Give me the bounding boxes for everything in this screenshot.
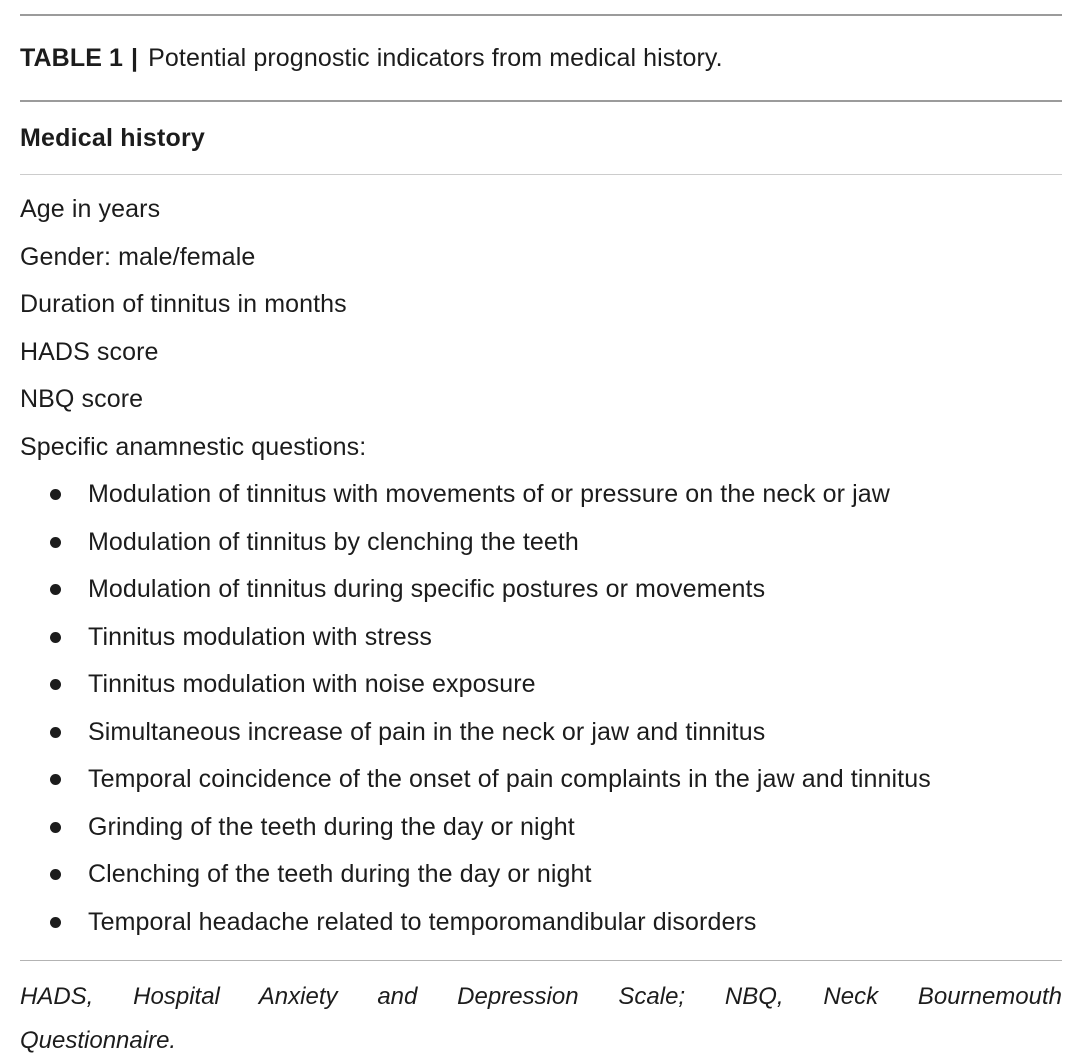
bulleted-list-item — [20, 661, 1062, 709]
bullet-icon — [50, 727, 61, 738]
bulleted-list-item — [20, 851, 1062, 899]
bulleted-list-item — [20, 471, 1062, 519]
row-text: Modulation of tinnitus by clenching the teeth — [88, 527, 579, 556]
row-text: Grinding of the teeth during the day or night — [88, 812, 575, 841]
row-text: Modulation of tinnitus with movements of or pressure on the neck or jaw — [88, 480, 890, 509]
bullet-icon — [50, 869, 61, 880]
row-text: Clenching of the teeth during the day or night — [88, 860, 592, 889]
bullet-icon — [50, 537, 61, 548]
table-caption-row — [20, 16, 1062, 100]
bulleted-list-item — [20, 614, 1062, 662]
table-row — [20, 424, 1062, 472]
row-text: Duration of tinnitus in months — [20, 290, 347, 319]
bullet-icon — [50, 822, 61, 833]
table-row — [20, 329, 1062, 377]
bulleted-list-item — [20, 566, 1062, 614]
bullet-icon — [50, 632, 61, 643]
bulleted-list-item — [20, 709, 1062, 757]
bullet-icon — [50, 679, 61, 690]
table-row — [20, 234, 1062, 282]
column-header: Medical history — [20, 123, 205, 152]
table-row — [20, 281, 1062, 329]
row-text: Simultaneous increase of pain in the neck or jaw and tinnitus — [88, 717, 766, 746]
bullet-icon — [50, 774, 61, 785]
table-caption-text: Potential prognostic indicators from medical history. — [148, 43, 723, 72]
bulleted-list-item — [20, 756, 1062, 804]
row-text: Tinnitus modulation with noise exposure — [88, 670, 536, 699]
row-text: Modulation of tinnitus during specific postures or movements — [88, 575, 766, 604]
row-text: Temporal coincidence of the onset of pain complaints in the jaw and tinnitus — [88, 765, 931, 794]
row-text: Specific anamnestic questions: — [20, 432, 367, 461]
bullet-icon — [50, 584, 61, 595]
caption-separator: | — [131, 43, 139, 72]
table-body — [20, 175, 1062, 960]
bulleted-list-item — [20, 899, 1062, 947]
row-text: HADS score — [20, 337, 159, 366]
row-text: Temporal headache related to temporomandibular disorders — [88, 907, 757, 936]
row-text: Age in years — [20, 195, 161, 224]
bulleted-list-item — [20, 519, 1062, 567]
bullet-icon — [50, 917, 61, 928]
paper-table-1 — [0, 14, 1082, 1060]
row-text: Gender: male/female — [20, 242, 256, 271]
table-number-label: TABLE 1 — [20, 43, 124, 72]
row-text: Tinnitus modulation with stress — [88, 622, 432, 651]
table-footnote — [20, 961, 1062, 1063]
table-row — [20, 376, 1062, 424]
table-row — [20, 186, 1062, 234]
row-text: NBQ score — [20, 385, 144, 414]
footnote-line-2: Questionnaire. — [20, 1027, 177, 1054]
footnote-line-1: HADS, Hospital Anxiety and Depression Scale; NBQ, Neck Bournemouth — [20, 983, 1062, 1010]
bullet-icon — [50, 489, 61, 500]
bulleted-list-item — [20, 804, 1062, 852]
